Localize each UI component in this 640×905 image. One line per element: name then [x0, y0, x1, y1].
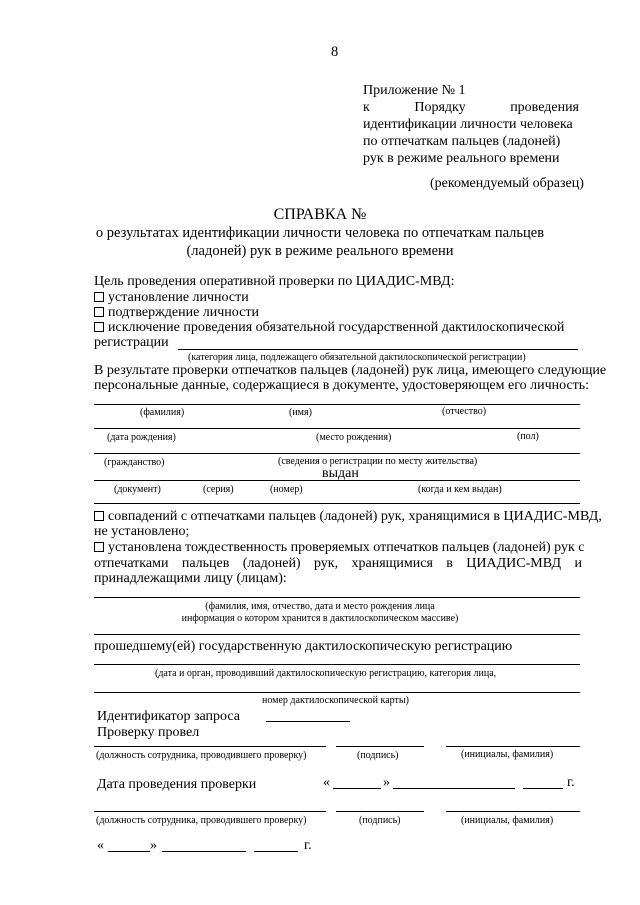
quote-open: « [323, 775, 330, 790]
initials-caption: (инициалы, фамилия) [461, 749, 554, 760]
word: (ладоней) [242, 556, 301, 571]
purpose-option-confirm[interactable] [94, 305, 259, 321]
signature-line-2[interactable] [336, 811, 424, 812]
quote-close: » [383, 775, 390, 790]
result-line-2: персональные данные, содержащиеся в документе, удостоверяющем его личность: [94, 378, 590, 393]
purpose-option-exclude[interactable] [94, 320, 564, 336]
match-none-option[interactable] [94, 509, 602, 525]
request-id-field[interactable] [266, 721, 350, 722]
doc-subtitle-2: (ладоней) рук в режиме реального времени [186, 243, 454, 259]
signature-caption: (подпись) [357, 750, 399, 761]
registration-label: регистрации [94, 335, 169, 350]
registration-line[interactable] [94, 664, 580, 665]
person-caption-2: информация о котором хранится в дактилоскопическом массиве) [181, 613, 459, 624]
sex-caption: (пол) [517, 431, 539, 442]
bottom-quote-close: » [150, 838, 157, 853]
doc-title: СПРАВКА № [273, 206, 367, 223]
passed-registration: прошедшему(ей) государственную дактилоскопическую регистрацию [94, 639, 513, 654]
citizenship-caption: (гражданство) [104, 457, 165, 468]
appendix-word: проведения [510, 100, 579, 115]
appendix-title: Приложение № 1 [363, 83, 466, 98]
word: и [574, 556, 582, 571]
appendix-line-3: по отпечаткам пальцев (ладоней) [363, 134, 561, 149]
checked-by-label: Проверку провел [97, 725, 200, 740]
issued-by-caption: (когда и кем выдан) [418, 484, 502, 495]
name-line[interactable] [94, 404, 580, 405]
month-field[interactable] [393, 788, 515, 789]
appendix-word: к [363, 100, 370, 115]
recommended-sample: (рекомендуемый образец) [430, 176, 584, 191]
category-caption: (категория лица, подлежащего обязательной дактилоскопической регистрации) [188, 352, 526, 363]
option-label: установлена тождественность проверяемых отпечатков пальцев (ладоней) рук с [108, 540, 585, 555]
bottom-year-field[interactable] [254, 851, 298, 852]
checkbox[interactable] [94, 322, 104, 332]
birth-place-caption: (место рождения) [316, 432, 392, 443]
appendix-word: Порядку [414, 100, 466, 115]
document-line[interactable] [94, 480, 580, 481]
initials-caption-2: (инициалы, фамилия) [461, 815, 554, 826]
date-label: Дата проведения проверки [97, 777, 257, 792]
day-field[interactable] [333, 788, 381, 789]
word: отпечатками [94, 556, 169, 571]
year-suffix: г. [567, 775, 575, 790]
position-line-2[interactable] [94, 811, 326, 812]
position-line[interactable] [94, 746, 326, 747]
person-caption-1: (фамилия, имя, отчество, дата и место рождения лица [205, 601, 435, 612]
purpose-option-identify[interactable] [94, 290, 249, 306]
patronymic-caption: (отчество) [442, 406, 487, 417]
citizenship-line[interactable] [94, 453, 580, 454]
match-found-line-3: принадлежащими лицу (лицам): [94, 571, 287, 586]
result-line-1: В результате проверки отпечатков пальцев (ладоней) рук лица, имеющего следующие [94, 363, 607, 378]
bottom-quote-open: « [97, 838, 104, 853]
match-none-line-2: не установлено; [94, 524, 190, 539]
option-label: исключение проведения обязательной государственной дактилоскопической [108, 320, 565, 335]
appendix-line-2: идентификации личности человека [363, 117, 573, 132]
bottom-month-field[interactable] [162, 851, 246, 852]
checkbox[interactable] [94, 542, 104, 552]
doc-subtitle-1: о результатах идентификации личности человека по отпечаткам пальцев [95, 225, 545, 241]
surname-caption: (фамилия) [140, 407, 185, 418]
word: в [446, 556, 453, 571]
appendix-line-4: рук в режиме реального времени [363, 151, 560, 166]
person-line[interactable] [94, 597, 580, 598]
page-number: 8 [331, 44, 339, 60]
position-caption: (должность сотрудника, проводившего проверку) [96, 750, 307, 761]
category-line[interactable] [178, 349, 578, 350]
residence-caption: (сведения о регистрации по месту жительства) [278, 456, 478, 467]
registration-caption: (дата и орган, проводивший дактилоскопическую регистрацию, категория лица, [155, 668, 497, 679]
initials-line-2[interactable] [446, 811, 580, 812]
issued-label: выдан [322, 466, 359, 481]
request-id-label: Идентификатор запроса [97, 709, 240, 724]
word: ЦИАДИС-МВД [466, 556, 562, 571]
signature-line[interactable] [336, 746, 424, 747]
signature-caption-2: (подпись) [359, 815, 401, 826]
option-label: подтверждение личности [108, 305, 259, 320]
birth-line[interactable] [94, 428, 580, 429]
initials-line[interactable] [446, 746, 580, 747]
word: рук, [313, 556, 339, 571]
option-label: установление личности [108, 290, 249, 305]
checkbox[interactable] [94, 511, 104, 521]
word: хранящимися [351, 556, 433, 571]
card-caption: номер дактилоскопической карты) [262, 695, 409, 706]
word: пальцев [181, 556, 230, 571]
issued-by-line[interactable] [94, 503, 580, 504]
card-line[interactable] [94, 692, 580, 693]
series-caption: (серия) [203, 484, 234, 495]
birth-date-caption: (дата рождения) [107, 432, 176, 443]
checkbox[interactable] [94, 307, 104, 317]
person-line-2[interactable] [94, 634, 580, 635]
option-label: совпадений с отпечатками пальцев (ладоней) рук, хранящимися в ЦИАДИС-МВД, [108, 509, 602, 524]
name-caption: (имя) [289, 407, 312, 418]
number-caption: (номер) [270, 484, 303, 495]
bottom-year-suffix: г. [304, 838, 312, 853]
bottom-day-field[interactable] [108, 851, 150, 852]
purpose-heading: Цель проведения оперативной проверки по ЦИАДИС-МВД: [94, 274, 455, 289]
match-found-option[interactable] [94, 540, 584, 556]
match-found-line-2 [94, 556, 582, 572]
appendix-line-1 [363, 100, 579, 116]
position-caption-2: (должность сотрудника, проводившего проверку) [96, 815, 307, 826]
year-field[interactable] [523, 788, 563, 789]
document-caption: (документ) [114, 484, 161, 495]
checkbox[interactable] [94, 292, 104, 302]
